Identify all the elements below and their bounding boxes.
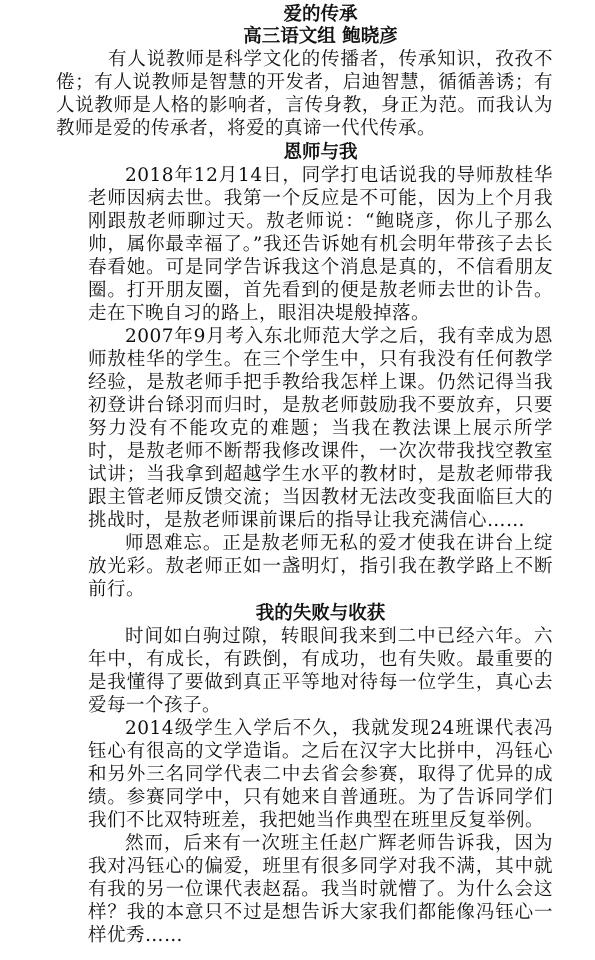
paragraph: 2018年12月14日，同学打电话说我的导师敖桂华老师因病去世。我第一个反应是不可能，因为上个月我刚跟敖老师聊过天。敖老师说：“鲍晓彦，你儿子那么帅，属你最幸福了。”我还告诉她有机会明年带孩子去长春看她。可是同学告诉我这个消息是真的，不信看朋友圈。打开朋友圈，首先看到的便是敖老师去世的讣告。走在下晚自习的路上，眼泪决堤般掉落。 [88,165,553,324]
paragraph: 2007年9月考入东北师范大学之后，我有幸成为恩师敖桂华的学生。在三个学生中，只有我没有任何教学经验，是敖老师手把手教给我怎样上课。仍然记得当我初登讲台铩羽而归时，是敖老师鼓励我不要放弃，只要努力没有不能攻克的难题；当我在教法课上展示所学时，是敖老师不断帮我修改课件，一次次带我找空教室试讲；当我拿到超越学生水平的教材时，是敖老师带我跟主管老师反馈交流；当因教材无法改变我面临巨大的挑战时，是敖老师课前课后的指导让我充满信心…… [88,326,553,531]
bottom-fade [0,946,595,960]
article-byline: 高三语文组 鲍晓彦 [243,26,398,47]
intro-paragraph: 有人说教师是科学文化的传播者，传承知识，孜孜不倦；有人说教师是智慧的开发者，启迪智慧，循循善诱；有人说教师是人格的影响者，言传身教，身正为范。而我认为教师是爱的传承者，将爱的真谛一代代传承。 [56,49,553,139]
paragraph: 时间如白驹过隙，转眼间我来到二中已经六年。六年中，有成长，有跌倒，有成功，也有失败。最重要的是我懂得了要做到真正平等地对待每一位学生，真心去爱每一个孩子。 [88,626,553,716]
section-heading-failure-and-gain: 我的失败与收获 [255,603,386,624]
article-title: 爱的传承 [283,4,358,25]
section-heading-mentor: 恩师与我 [283,142,358,163]
paragraph: 2014级学生入学后不久，我就发现24班课代表冯钰心有很高的文学造诣。之后在汉字大比拼中，冯钰心和另外三名同学代表二中去省会参赛，取得了优异的成绩。参赛同学中，只有她来自普通班。为了告诉同学们我们不比双特班差，我把她当作典型在班里反复举例。 [88,718,553,831]
paragraph: 师恩难忘。正是敖老师无私的爱才使我在讲台上绽放光彩。敖老师正如一盏明灯，指引我在教学路上不断前行。 [88,533,553,600]
paragraph: 然而，后来有一次班主任赵广辉老师告诉我，因为我对冯钰心的偏爱，班里有很多同学对我不满，其中就有我的另一位课代表赵磊。我当时就懵了。为什么会这样？我的本意只不过是想告诉大家我们都能像冯钰心一样优秀…… [88,833,553,946]
